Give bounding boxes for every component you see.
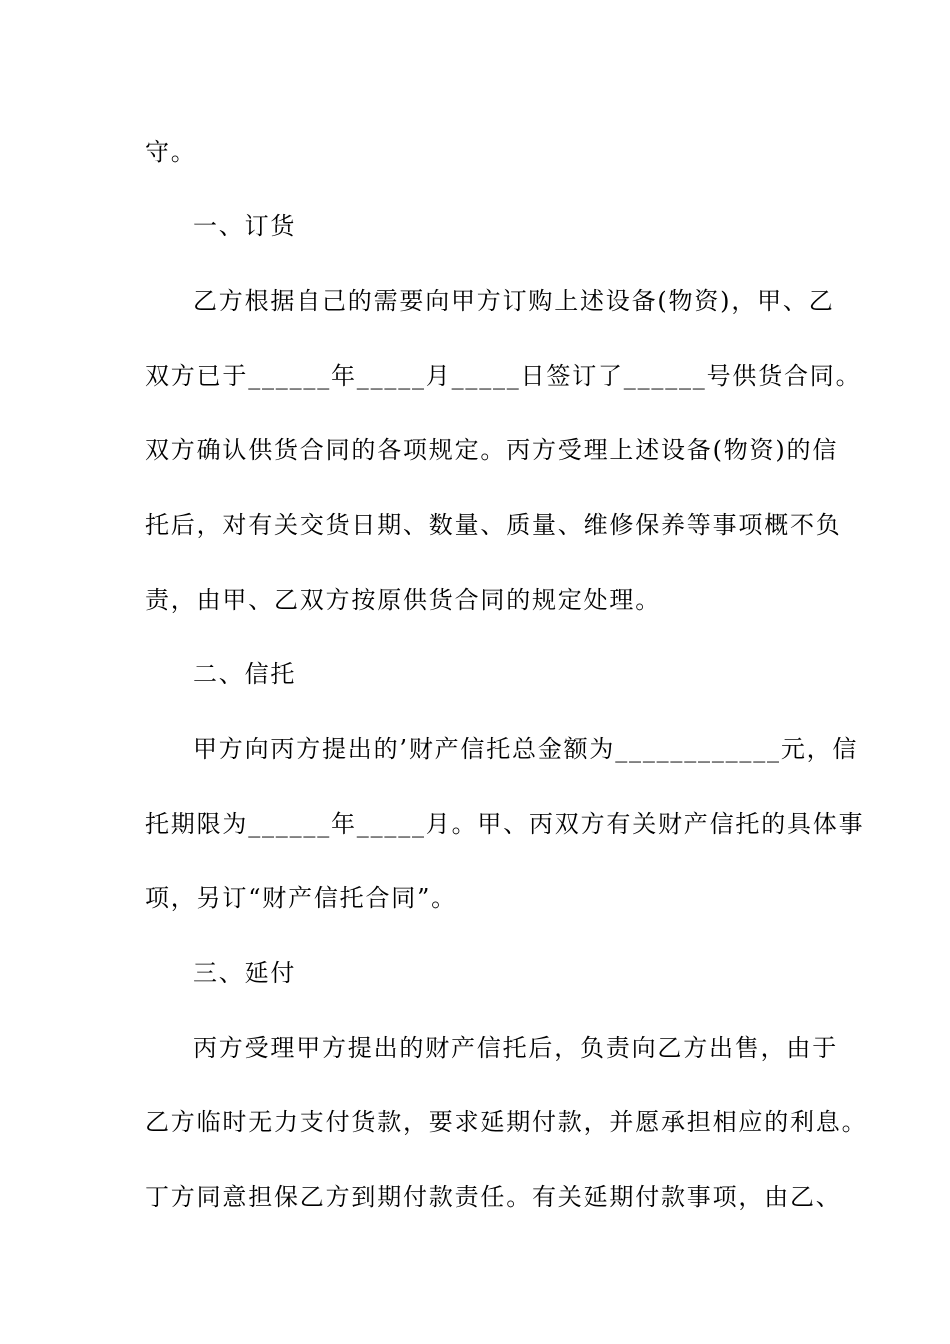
paragraph-line: 项，另订“财产信托合同”。 [145, 884, 457, 912]
paragraph-line: 双方已于______年_____月_____日签订了______号供货合同。 [145, 362, 862, 390]
section-heading-ordering: 一、订货 [193, 212, 297, 240]
section-heading-trust: 二、信托 [193, 660, 297, 688]
paragraph-line: 责，由甲、乙双方按原供货合同的规定处理。 [145, 586, 661, 614]
paragraph-line: 托后，对有关交货日期、数量、质量、维修保养等事项概不负 [145, 511, 842, 539]
paragraph-line: 乙方临时无力支付货款，要求延期付款，并愿承担相应的利息。 [145, 1108, 868, 1136]
paragraph-line: 乙方根据自己的需要向甲方订购上述设备(物资)，甲、乙 [193, 287, 835, 315]
paragraph-line: 丙方受理甲方提出的财产信托后，负责向乙方出售，由于 [193, 1034, 838, 1062]
paragraph-line: 甲方向丙方提出的’财产信托总金额为____________元，信 [193, 735, 859, 763]
paragraph-line: 双方确认供货合同的各项规定。丙方受理上述设备(物资)的信 [145, 436, 839, 464]
section-heading-deferred-payment: 三、延付 [193, 959, 297, 987]
paragraph-line: 丁方同意担保乙方到期付款责任。有关延期付款事项，由乙、 [145, 1183, 842, 1211]
paragraph-line: 托期限为______年_____月。甲、丙双方有关财产信托的具体事 [145, 810, 865, 838]
paragraph-line: 守。 [145, 138, 197, 166]
